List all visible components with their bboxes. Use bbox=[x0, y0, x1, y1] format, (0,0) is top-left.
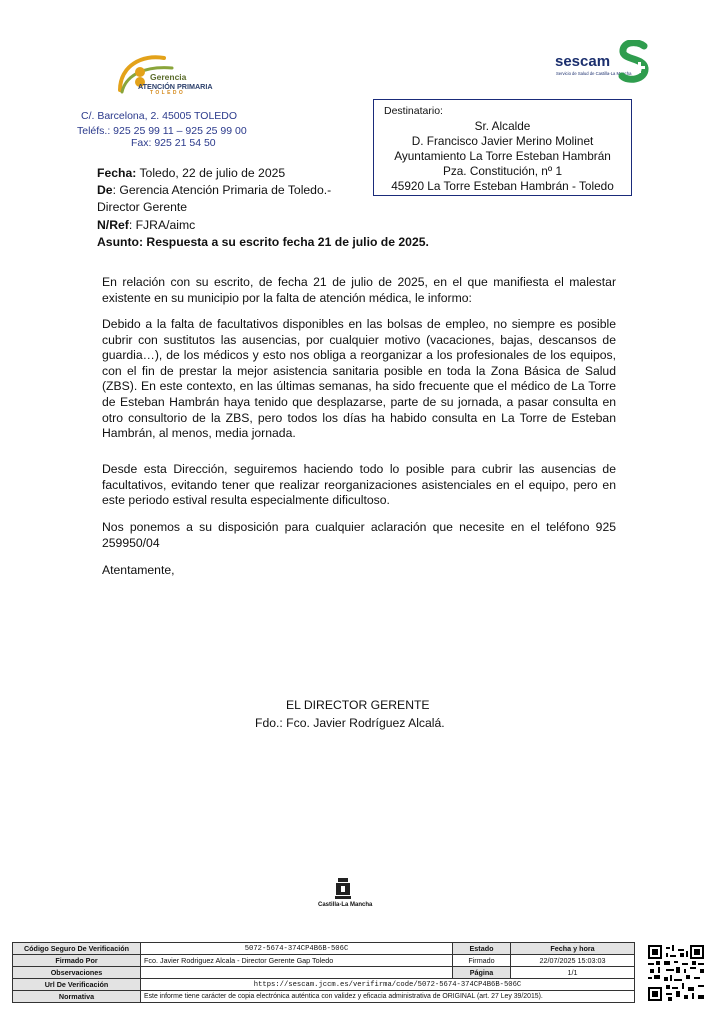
table-row bbox=[13, 991, 635, 1003]
logo-line2: ATENCIÓN PRIMARIA bbox=[138, 82, 213, 91]
castilla-la-mancha-emblem-icon bbox=[333, 876, 353, 900]
recipient-line-5: 45920 La Torre Esteban Hambrán - Toledo bbox=[391, 179, 614, 193]
pagina-label: Página bbox=[453, 967, 511, 979]
body-paragraph-4: Nos ponemos a su disposición para cualquier aclaración que necesite en el teléfono 925 259950/04 bbox=[102, 520, 616, 550]
recipient-line-4: Pza. Constitución, nº 1 bbox=[442, 164, 563, 178]
recipient-label: Destinatario: bbox=[384, 105, 443, 117]
firmado-por-value: Fco. Javier Rodriguez Alcala - Director Gerente Gap Toledo bbox=[141, 955, 453, 967]
sescam-logo-icon bbox=[618, 40, 650, 84]
de-value: : Gerencia Atención Primaria de Toledo.- bbox=[112, 183, 332, 197]
fecha-hora-value: 22/07/2025 15:03:03 bbox=[511, 955, 635, 967]
nref-line bbox=[97, 218, 195, 232]
body-paragraph-2: Debido a la falta de facultativos disponibles en las bolsas de empleo, no siempre es posible cubrir con sustitutos las ausencias, por cualquier motivo (vacaciones, bajas, descansos de guardia…), de los médicos y esto nos obliga a reorganizar a los profesionales de los equipos, con el fin de prestar la mejor asistencia sanitaria posible en toda la Zona Básica de Salud (ZBS). En este contexto, en las últimas semanas, ha sido frecuente que el médico de La Torre de Esteban Hambrán haya tenido que desplazarse, parte de su jornada, a pasar consulta en otro consultorio de la ZBS, pero todos los días ha habido consulta en La Torre de Esteban Hambrán, al menos, media jornada. bbox=[102, 317, 616, 441]
firmado-por-label: Firmado Por bbox=[13, 955, 141, 967]
normativa-label: Normativa bbox=[13, 991, 141, 1003]
address-street: C/. Barcelona, 2. 45005 TOLEDO bbox=[81, 110, 238, 122]
csv-label: Código Seguro De Verificación bbox=[13, 943, 141, 955]
observaciones-label: Observaciones bbox=[13, 967, 141, 979]
sescam-wordmark: sescam bbox=[555, 53, 611, 70]
body-paragraph-3: Desde esta Dirección, seguiremos haciendo todo lo posible para cubrir las ausencias de facultativos, evitando tener que realizar reorganizaciones asistenciales en el equipo, pero en este periodo estival resulta especialmente dificultoso. bbox=[102, 462, 616, 508]
de-line-2: Director Gerente bbox=[97, 200, 188, 214]
table-row bbox=[13, 955, 635, 967]
signature-name: Fdo.: Fco. Javier Rodríguez Alcalá. bbox=[255, 716, 445, 730]
asunto-value: : Respuesta a su escrito fecha 21 de julio de 2025. bbox=[138, 235, 429, 249]
nref-label: N/Ref bbox=[97, 218, 129, 232]
recipient-line-2: D. Francisco Javier Merino Molinet bbox=[411, 134, 594, 148]
signature-title: EL DIRECTOR GERENTE bbox=[286, 698, 430, 712]
url-value[interactable]: https://sescam.jccm.es/verifirma/code/5072-5674-374CP4B6B-506C bbox=[141, 979, 635, 991]
fecha-line bbox=[97, 166, 285, 180]
asunto-label: Asunto bbox=[97, 235, 139, 249]
clm-logo-text: Castilla-La Mancha bbox=[318, 902, 373, 908]
qr-code-icon bbox=[648, 945, 704, 1001]
observaciones-value bbox=[141, 967, 453, 979]
de-line bbox=[97, 183, 331, 197]
estado-value: Firmado bbox=[453, 955, 511, 967]
table-row bbox=[13, 943, 635, 955]
recipient-line-1: Sr. Alcalde bbox=[474, 119, 531, 133]
sescam-subtitle: Servicio de Salud de Castilla-La Mancha bbox=[556, 71, 632, 76]
url-label: Url De Verificación bbox=[13, 979, 141, 991]
fecha-hora-label: Fecha y hora bbox=[511, 943, 635, 955]
fecha-value: Toledo, 22 de julio de 2025 bbox=[139, 166, 286, 180]
estado-label: Estado bbox=[453, 943, 511, 955]
pagina-value: 1/1 bbox=[511, 967, 635, 979]
table-row bbox=[13, 967, 635, 979]
table-row bbox=[13, 979, 635, 991]
csv-value: 5072-5674-374CP4B6B-506C bbox=[141, 943, 453, 955]
normativa-value: Este informe tiene carácter de copia electrónica auténtica con validez y eficacia administrativa de ORIGINAL (art. 27 Ley 39/2015). bbox=[141, 991, 635, 1003]
address-fax: Fax: 925 21 54 50 bbox=[131, 137, 216, 149]
address-phones: Teléfs.: 925 25 99 11 – 925 25 99 00 bbox=[77, 125, 247, 137]
nref-value: : FJRA/aimc bbox=[128, 218, 196, 232]
verification-table bbox=[12, 942, 635, 1003]
closing: Atentamente, bbox=[102, 563, 175, 577]
asunto-line bbox=[97, 235, 429, 249]
recipient-line-3: Ayuntamiento La Torre Esteban Hambrán bbox=[394, 149, 611, 163]
logo-line1: Gerencia bbox=[150, 72, 187, 82]
fecha-label: Fecha: bbox=[97, 166, 137, 180]
de-label: De bbox=[97, 183, 113, 197]
body-paragraph-1: En relación con su escrito, de fecha 21 de julio de 2025, en el que manifiesta el malestar existente en su municipio por la falta de atención médica, le informo: bbox=[102, 275, 616, 305]
logo-line3: TOLEDO bbox=[150, 90, 186, 96]
